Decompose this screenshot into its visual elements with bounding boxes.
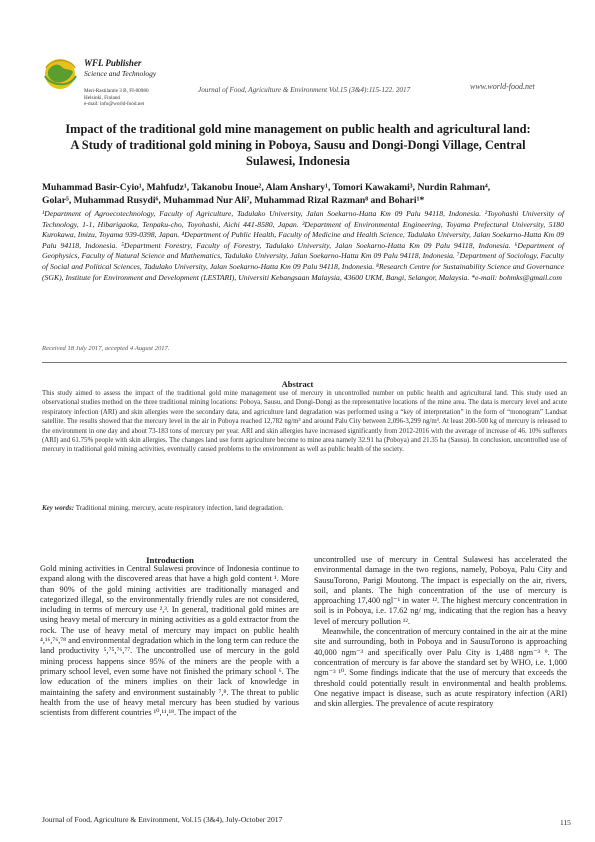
author-line: Muhammad Basir-Cyio¹, Mahfudz¹, Takanobu Inoue², Alam Anshary¹, Tomori Kawakami³, Nurdin Rahman⁴, <box>42 182 491 193</box>
paragraph: Meanwhile, the concentration of mercury contained in the air at the mine site and surrounding, both in Poboya and in SausuTorono is approaching 40,000 ngm⁻³ and specifically over Palu City is 1,488 ngm⁻³ ⁹. The concentration of mercury is far above the standard set by WHO, i.e. 1,000 ngm⁻³ ¹⁰. Some findings indicate that the use of mercury that exceeds the threshold could potentially result in environmental and health problems. One negative impact is disease, such as acute respiratory infection (ARI) and skin allergies. The prevalence of acute respiratory <box>314 627 567 709</box>
title-line: A Study of traditional gold mining in Poboya, Sausu and Dongi-Dongi Village, Central <box>70 138 526 152</box>
publisher-address-line: Meri-Rastilantie 3 B, FI-00980 <box>84 88 149 94</box>
footer-journal: Journal of Food, Agriculture & Environment, Vol.15 (3&4), July-October 2017 <box>42 815 283 824</box>
publisher-subtitle: Science and Technology <box>84 69 157 78</box>
paragraph: Gold mining activities in Central Sulawesi province of Indonesia continue to expand along with the discovered areas that have a high gold content ¹. More than 90% of the gold mining activities are traditionally managed and categorized illegal, so the environmentally friendly rules are not considered, including in terms of mercury use ²,³. In general, traditional gold mines are using heavy metal of mercury in mining activities as a gold extractor from the rock. The use of heavy metal of mercury may impact on public health ⁴,¹⁶,⁷⁶,⁷⁸ and environmental degradation which in the long term can reduce the land productivity ⁵,⁷⁵,⁷⁶,⁷⁷. The uncontrolled use of mercury in the gold mining process happens since 95% of the miners are the people with a primary school level, even some have not finished the primary school ⁶. The low education of the miners implies on their lack of knowledge in maintaining the safety and environment sustainably ⁷,⁸. The threat to public health from the use of heavy metal mercury has been studied by various scientists from different countries ¹⁰,¹¹,¹⁸. The impact of the <box>40 564 299 718</box>
page-number: 115 <box>560 818 571 827</box>
body-column-right <box>314 555 567 709</box>
wfl-globe-logo-icon <box>40 54 80 94</box>
title-line: Sulawesi, Indonesia <box>246 154 350 168</box>
publisher-name: WFL Publisher <box>84 58 142 68</box>
body-column-left <box>40 564 299 718</box>
abstract-text: This study aimed to assess the impact of the traditional gold mine management use of mercury in uncontrolled number on public health and agricultural land. This study used an observational studies method on the three traditional mining locations: Poboya, Sausu, and Dongi-Dongi as the representative locations of the mine area. The data is mercury level and acute respiratory infection (ARI) and skin allergies were the secondary data, and agriculture land degradation was performed using a “key of interpretation” in the form of “monogram” Landsat satellite. The results showed that the mercury level in the air in Poboya reached 12,782 ng/m³ and around Palu City between 2,096-3,299 ng/m³. At least 200-500 kg of mercury is released to the environment in one day and about 73-183 tons of mercury per year. ARI and skin allergies have increased significantly from 2012-2016 with the average of increase of 46. 10% sufferers (ARI) and 61.75% people with skin allergies. The changes land use form agriculture become to mine area namely 32.91 ha (Poboya) and 21.35 ha (Sausu). In conclusion, uncontrolled use of mercury in traditional gold mining activities, eventually caused problems to the environment as well as public health of the society. <box>42 390 567 454</box>
website-link[interactable]: www.world-food.net <box>470 82 535 91</box>
author-line: Golar⁵, Muhammad Rusydi⁶, Muhammad Nur Ali⁷, Muhammad Rizal Razman⁸ and Bohari¹* <box>42 195 425 206</box>
publisher-address <box>84 88 149 108</box>
keywords-text: Traditional mining, mercury, acute respiratory infection, land degradation. <box>75 504 284 512</box>
publisher-address-line: Helsinki, Finland <box>84 94 121 101</box>
keywords-label: Key words: <box>42 504 75 512</box>
keywords <box>42 504 567 512</box>
author-list <box>42 181 562 207</box>
section-divider <box>42 362 567 363</box>
abstract-heading: Abstract <box>281 379 314 389</box>
affiliations: ¹Department of Agroecotechnology, Faculty of Agriculture, Tadulako University, Jalan Soekarno-Hatta Km 09 Palu 94118, Indonesia. ²Toyohashi University of Technology, 1-1, Hibarigaoka, Tenpaku-cho, Toyohashi, Aichi 441-8580, Japan. ³Department of Environmental Engineering, Toyama Prefectural University, 5180 Kurokawa, Imizu, Toyama 939-0398, Japan. ⁴Department of Public Health, Faculty of Medicine and Health Science, Tadulako University, Jalan Soekarno-Hatta Km 09 Palu 94118, Indonesia. ⁵Department Forestry, Faculty of Forestry, Tadulako University, Jalan Soekarno-Hatta Km 09 Palu 94118, Indonesia. ⁶Department of Geophysics, Faculty of Natural Science and Mathematics, Tadulako University, Jalan Soekarno-Hatta Km 09 Palu 94118, Indonesia. ⁷Department of Sociology, Faculty of Social and Political Sciences, Tadulako University, Jalan Soekarno-Hatta Km 09 Palu 94118, Indonesia. ⁸Research Centre for Sustainability Science and Governance (SGK), Institute for Environment and Development (LESTARI), Universiti Kebangsaan Malaysia, 43600 UKM, Bangi, Selangor, Malaysia. *e-mail: bohmks@gmail.com <box>42 209 564 282</box>
received-date: Received 18 July 2017, accepted 4 August 2017. <box>42 345 170 352</box>
publisher-email: e-mail: info@world-food.net <box>84 101 145 108</box>
introduction-heading: Introduction <box>146 555 194 565</box>
journal-reference: Journal of Food, Agriculture & Environment Vol.15 (3&4):115-122. 2017 <box>198 86 411 94</box>
paper-title <box>38 121 558 169</box>
title-line: Impact of the traditional gold mine management on public health and agricultural land: <box>65 122 531 136</box>
paragraph: uncontrolled use of mercury in Central Sulawesi has accelerated the environmental damage in the two regions, namely, Poboya, Palu City and SausuTorono, Parigi Moutong. The impact is especially on the air, rivers, soil, and plants. The high concentration of the use of mercury is approaching 17,400 ngl⁻¹ in water ¹². The highest mercury concentration in soil is in Poboya, i.e. 17.62 ng/ mg, indicating that the region has a heavy level of mercury pollution ¹². <box>314 555 567 626</box>
